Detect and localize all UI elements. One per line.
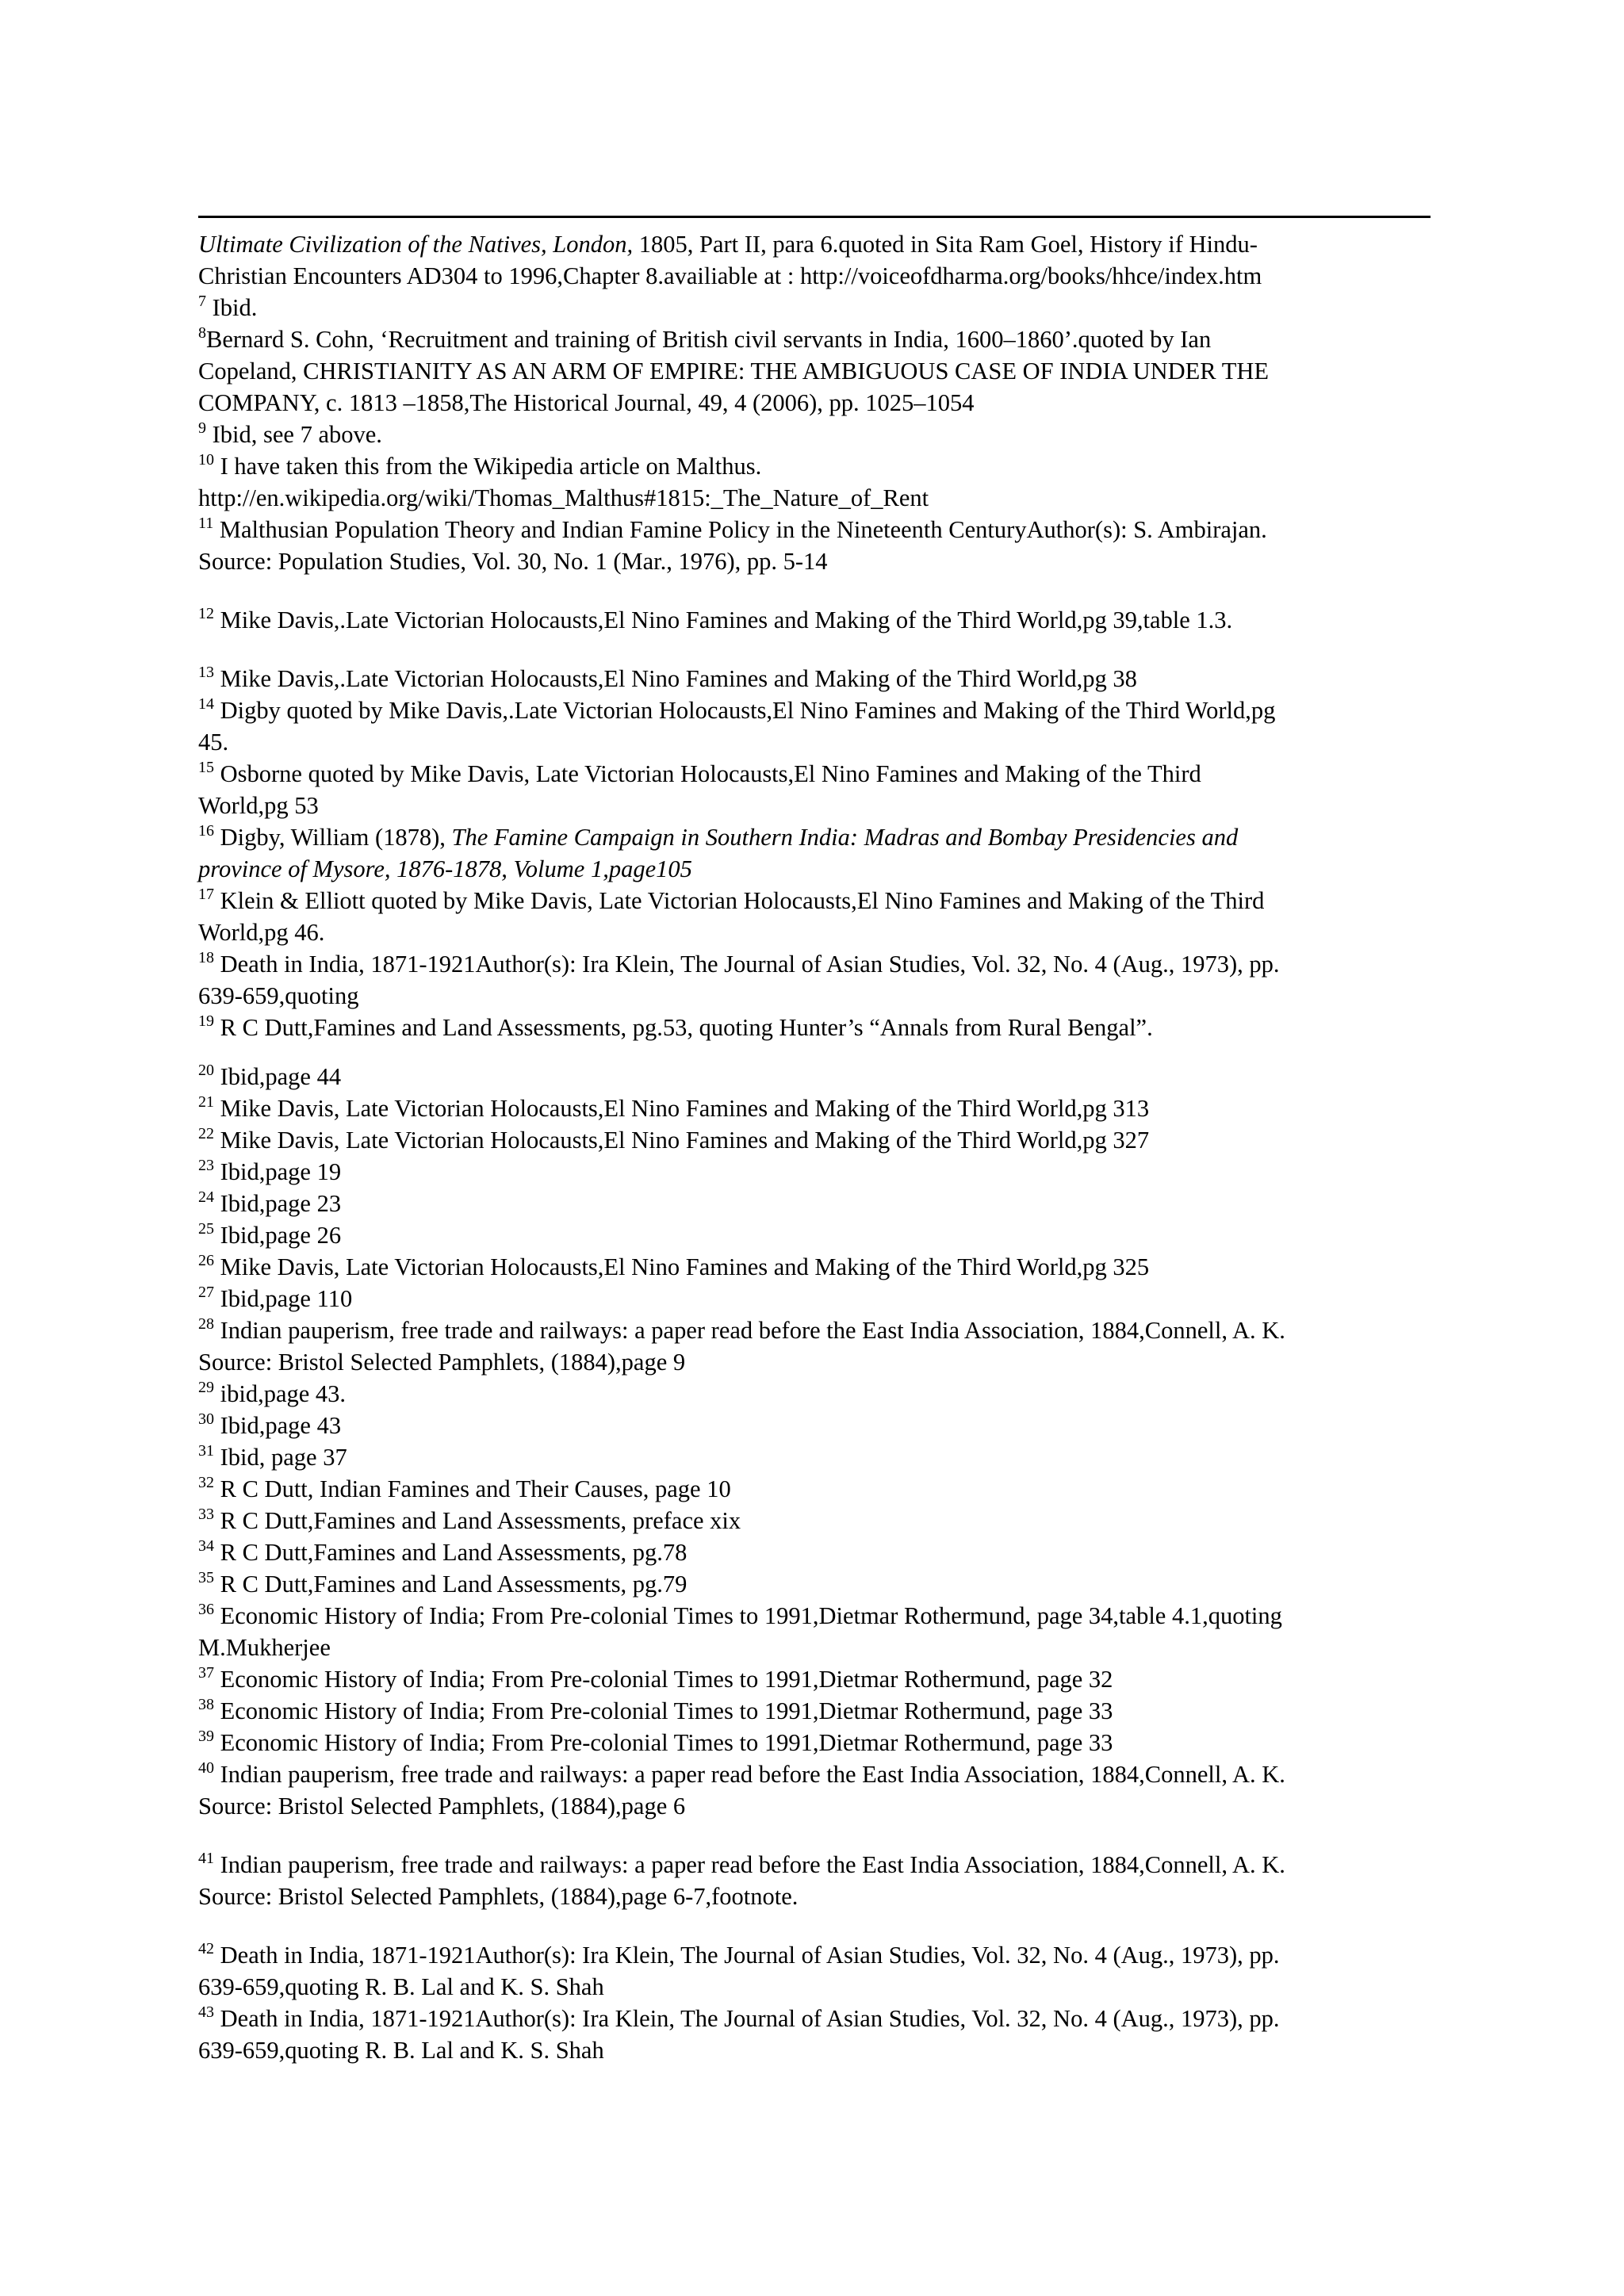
footnote-text: Economic History of India; From Pre-colonial Times to 1991,Dietmar Rothermund, page 33 [214, 1729, 1113, 1756]
footnote-line [198, 980, 1435, 1012]
footnote-number: 15 [198, 759, 214, 776]
footnote-line [198, 419, 1435, 450]
footnote-number: 42 [198, 1940, 214, 1957]
footnote-text: Mike Davis, Late Victorian Holocausts,El Nino Famines and Making of the Third World,pg 327 [214, 1127, 1150, 1154]
footnote-line [198, 1283, 1435, 1314]
footnote [198, 450, 1435, 514]
footnote-number: 41 [198, 1850, 214, 1867]
footnote-number: 18 [198, 949, 214, 966]
footnote [198, 1441, 1435, 1473]
footnote [198, 1600, 1435, 1663]
footnote-text: http://en.wikipedia.org/wiki/Thomas_Malthus#1815:_The_Nature_of_Rent [198, 484, 929, 511]
footnote-text: Death in India, 1871-1921Author(s): Ira Klein, The Journal of Asian Studies, Vol. 32, No. 4 (Aug., 1973), pp. [214, 951, 1280, 978]
footnote-text: Digby quoted by Mike Davis,.Late Victorian Holocausts,El Nino Famines and Making of the Third World,pg [214, 697, 1276, 724]
footnote [198, 1568, 1435, 1600]
footnote-text: Ibid. [206, 294, 258, 321]
footnote-number: 7 [198, 293, 206, 310]
footnote [198, 1156, 1435, 1188]
footnote-line [198, 1314, 1435, 1346]
footnote-text: Ultimate Civilization of the Natives, London, [198, 231, 634, 258]
footnote [198, 1663, 1435, 1695]
footnote-number: 9 [198, 419, 206, 437]
footnote-text: Christian Encounters AD304 to 1996,Chapter 8.availiable at : http://voiceofdharma.org/books/hhce/index.htm [198, 262, 1262, 289]
footnote [198, 1410, 1435, 1441]
footnote-line [198, 821, 1435, 853]
footnote-text: Ibid,page 110 [214, 1285, 353, 1312]
footnote-number: 36 [198, 1601, 214, 1618]
footnote [198, 695, 1435, 758]
footnote-text: Economic History of India; From Pre-colonial Times to 1991,Dietmar Rothermund, page 32 [214, 1666, 1113, 1693]
footnote-text: Ibid,page 19 [214, 1158, 342, 1185]
footnote [198, 514, 1435, 577]
footnote-line [198, 1188, 1435, 1219]
footnote-number: 34 [198, 1537, 214, 1555]
footnote-line [198, 916, 1435, 948]
footnote [198, 1727, 1435, 1758]
footnote-text: Ibid, see 7 above. [206, 421, 382, 448]
footnote-text: Mike Davis,.Late Victorian Holocausts,El Nino Famines and Making of the Third World,pg 38 [214, 665, 1137, 692]
footnote [198, 1124, 1435, 1156]
footnote-text: Death in India, 1871-1921Author(s): Ira Klein, The Journal of Asian Studies, Vol. 32, No. 4 (Aug., 1973), pp. [214, 1942, 1280, 1969]
footnote-line [198, 1093, 1435, 1124]
footnote-number: 20 [198, 1062, 214, 1079]
footnote [198, 885, 1435, 948]
footnote-line [198, 1568, 1435, 1600]
footnote-text: province of Mysore, 1876-1878, Volume 1,page105 [198, 855, 692, 882]
footnote-line [198, 1061, 1435, 1093]
footnote-text: 639-659,quoting [198, 982, 359, 1009]
footnote-line [198, 514, 1435, 545]
footnote-line [198, 604, 1435, 636]
footnote-text: Source: Bristol Selected Pamphlets, (1884),page 6 [198, 1793, 686, 1820]
footnote-text: 1805, Part II, para 6.quoted in Sita Ram Goel, History if Hindu- [633, 231, 1258, 258]
footnote-line [198, 663, 1435, 695]
footnote [198, 1314, 1435, 1378]
footnote-text: R C Dutt,Famines and Land Assessments, pg.79 [214, 1571, 688, 1598]
footnote-text: Ibid,page 26 [214, 1222, 342, 1249]
footnote-number: 35 [198, 1569, 214, 1586]
footnote-separator-rule [198, 216, 1431, 218]
footnote-number: 12 [198, 605, 214, 622]
footnote-number: 31 [198, 1442, 214, 1460]
footnote [198, 1219, 1435, 1251]
footnote-text: Mike Davis,.Late Victorian Holocausts,El Nino Famines and Making of the Third World,pg 39,table 1.3. [214, 607, 1233, 633]
footnote [198, 228, 1435, 292]
footnote-text: Indian pauperism, free trade and railways: a paper read before the East India Association, 1884,Connell, A. K. [214, 1317, 1285, 1344]
footnote-number: 40 [198, 1759, 214, 1777]
footnote-line [198, 1758, 1435, 1790]
footnote-number: 39 [198, 1728, 214, 1745]
footnote-text: Economic History of India; From Pre-colonial Times to 1991,Dietmar Rothermund, page 33 [214, 1697, 1113, 1724]
footnote-line [198, 1219, 1435, 1251]
footnote-number: 23 [198, 1157, 214, 1174]
footnote-line [198, 387, 1435, 419]
footnote-line [198, 758, 1435, 790]
footnote [198, 1758, 1435, 1822]
footnote-number: 28 [198, 1315, 214, 1333]
footnote-text: Source: Bristol Selected Pamphlets, (1884),page 9 [198, 1349, 686, 1376]
footnote-line [198, 1124, 1435, 1156]
footnote-line [198, 885, 1435, 916]
footnote-line [198, 1536, 1435, 1568]
footnote-line [198, 695, 1435, 726]
footnote-number: 10 [198, 451, 214, 469]
footnote-number: 24 [198, 1188, 214, 1206]
footnote-line [198, 1251, 1435, 1283]
footnote-line [198, 948, 1435, 980]
footnote-text: Ibid,page 23 [214, 1190, 342, 1217]
footnote-line [198, 1156, 1435, 1188]
footnote-line [198, 228, 1435, 260]
footnote-line [198, 726, 1435, 758]
footnote-line [198, 1663, 1435, 1695]
footnote [198, 1283, 1435, 1314]
footnote [198, 292, 1435, 323]
footnote-text: Copeland, CHRISTIANITY AS AN ARM OF EMPIRE: THE AMBIGUOUS CASE OF INDIA UNDER THE [198, 358, 1269, 385]
footnote-line [198, 2003, 1435, 2034]
footnote-line [198, 323, 1435, 355]
footnote-line [198, 292, 1435, 323]
footnote-number: 32 [198, 1474, 214, 1491]
footnote [198, 1378, 1435, 1410]
footnote-text: Malthusian Population Theory and Indian Famine Policy in the Nineteenth CenturyAuthor(s): S. Ambirajan. [213, 516, 1267, 543]
footnote-text: R C Dutt, Indian Famines and Their Causes, page 10 [214, 1475, 731, 1502]
footnote-number: 16 [198, 822, 214, 840]
footnote-line [198, 355, 1435, 387]
footnote [198, 1695, 1435, 1727]
footnote-text: Bernard S. Cohn, ‘Recruitment and training of British civil servants in India, 1600–1860’.quoted by Ian [206, 326, 1212, 353]
footnote-text: Klein & Elliott quoted by Mike Davis, Late Victorian Holocausts,El Nino Famines and Making of the Third [214, 887, 1265, 914]
footnote [198, 1849, 1435, 1912]
footnote-number: 26 [198, 1252, 214, 1269]
footnote-text: Mike Davis, Late Victorian Holocausts,El Nino Famines and Making of the Third World,pg 325 [214, 1253, 1150, 1280]
footnote-line [198, 545, 1435, 577]
footnote [198, 948, 1435, 1012]
footnote-number: 22 [198, 1125, 214, 1142]
footnote-line [198, 1849, 1435, 1881]
footnote-number: 43 [198, 2003, 214, 2021]
footnote-number: 11 [198, 515, 214, 532]
footnote-text: Ibid,page 43 [214, 1412, 342, 1439]
footnote-text: I have taken this from the Wikipedia article on Malthus. [214, 453, 762, 480]
footnote-number: 38 [198, 1696, 214, 1713]
footnote-text: R C Dutt,Famines and Land Assessments, preface xix [214, 1507, 741, 1534]
footnote-number: 8 [198, 324, 206, 342]
footnote-text: Mike Davis, Late Victorian Holocausts,El Nino Famines and Making of the Third World,pg 313 [214, 1095, 1150, 1122]
footnote-number: 25 [198, 1220, 214, 1238]
footnote-line [198, 482, 1435, 514]
footnote [198, 1939, 1435, 2003]
footnote-line [198, 2034, 1435, 2066]
footnote-line [198, 1632, 1435, 1663]
footnote-text: R C Dutt,Famines and Land Assessments, pg.53, quoting Hunter’s “Annals from Rural Bengal”. [214, 1014, 1153, 1041]
footnote [198, 821, 1435, 885]
footnote [198, 1093, 1435, 1124]
footnote-text: Digby, William (1878), [214, 824, 452, 851]
footnote-line [198, 853, 1435, 885]
footnote [198, 1061, 1435, 1093]
footnote-number: 19 [198, 1012, 214, 1030]
footnote-text: 45. [198, 729, 229, 756]
footnote-line [198, 450, 1435, 482]
footnote-text: Indian pauperism, free trade and railways: a paper read before the East India Association, 1884,Connell, A. K. [214, 1761, 1285, 1788]
footnote [198, 323, 1435, 419]
footnote-text: World,pg 46. [198, 919, 325, 946]
footnotes-list [198, 228, 1435, 2066]
footnote [198, 604, 1435, 636]
footnote [198, 1473, 1435, 1505]
footnote-text: Death in India, 1871-1921Author(s): Ira Klein, The Journal of Asian Studies, Vol. 32, No. 4 (Aug., 1973), pp. [214, 2005, 1280, 2032]
footnote-line [198, 1881, 1435, 1912]
footnote [198, 1012, 1435, 1043]
footnote-line [198, 1473, 1435, 1505]
footnote-line [198, 1695, 1435, 1727]
footnote-number: 21 [198, 1093, 214, 1111]
footnote-text: Ibid,page 44 [214, 1063, 342, 1090]
footnote-line [198, 1410, 1435, 1441]
footnote [198, 663, 1435, 695]
footnote-text: Indian pauperism, free trade and railways: a paper read before the East India Association, 1884,Connell, A. K. [214, 1851, 1285, 1878]
footnote-text: ibid,page 43. [214, 1380, 347, 1407]
footnote-text: Ibid, page 37 [214, 1444, 347, 1471]
footnote-text: M.Mukherjee [198, 1634, 331, 1661]
footnote [198, 1188, 1435, 1219]
footnote-number: 17 [198, 886, 214, 903]
footnote-text: World,pg 53 [198, 792, 319, 819]
footnote-text: Source: Population Studies, Vol. 30, No. 1 (Mar., 1976), pp. 5-14 [198, 548, 828, 575]
footnote-number: 33 [198, 1506, 214, 1523]
footnote-number: 13 [198, 664, 214, 681]
footnote [198, 758, 1435, 821]
footnote-line [198, 1441, 1435, 1473]
footnote-number: 37 [198, 1664, 214, 1682]
footnote-line [198, 1012, 1435, 1043]
footnote-line [198, 790, 1435, 821]
footnote-line [198, 1790, 1435, 1822]
footnote [198, 419, 1435, 450]
footnote-line [198, 1346, 1435, 1378]
footnote-number: 30 [198, 1410, 214, 1428]
footnote-number: 27 [198, 1284, 214, 1301]
footnote-line [198, 1727, 1435, 1758]
footnote-text: 639-659,quoting R. B. Lal and K. S. Shah [198, 1973, 604, 2000]
footnote-text: Osborne quoted by Mike Davis, Late Victorian Holocausts,El Nino Famines and Making of the Third [214, 760, 1201, 787]
footnote-line [198, 1600, 1435, 1632]
footnote [198, 1505, 1435, 1536]
footnote [198, 1251, 1435, 1283]
footnote-line [198, 260, 1435, 292]
footnote-text: R C Dutt,Famines and Land Assessments, pg.78 [214, 1539, 688, 1566]
footnote-text: Source: Bristol Selected Pamphlets, (1884),page 6-7,footnote. [198, 1883, 799, 1910]
footnote-line [198, 1505, 1435, 1536]
footnote-line [198, 1378, 1435, 1410]
footnote [198, 2003, 1435, 2066]
footnote-line [198, 1939, 1435, 1971]
footnote [198, 1536, 1435, 1568]
footnote-line [198, 1971, 1435, 2003]
footnote-number: 29 [198, 1379, 214, 1396]
footnote-text: The Famine Campaign in Southern India: Madras and Bombay Presidencies and [451, 824, 1239, 851]
footnote-number: 14 [198, 695, 214, 713]
footnote-text: 639-659,quoting R. B. Lal and K. S. Shah [198, 2037, 604, 2064]
footnote-text: COMPANY, c. 1813 –1858,The Historical Journal, 49, 4 (2006), pp. 1025–1054 [198, 389, 975, 416]
footnote-text: Economic History of India; From Pre-colonial Times to 1991,Dietmar Rothermund, page 34,table 4.1,quoting [214, 1602, 1282, 1629]
